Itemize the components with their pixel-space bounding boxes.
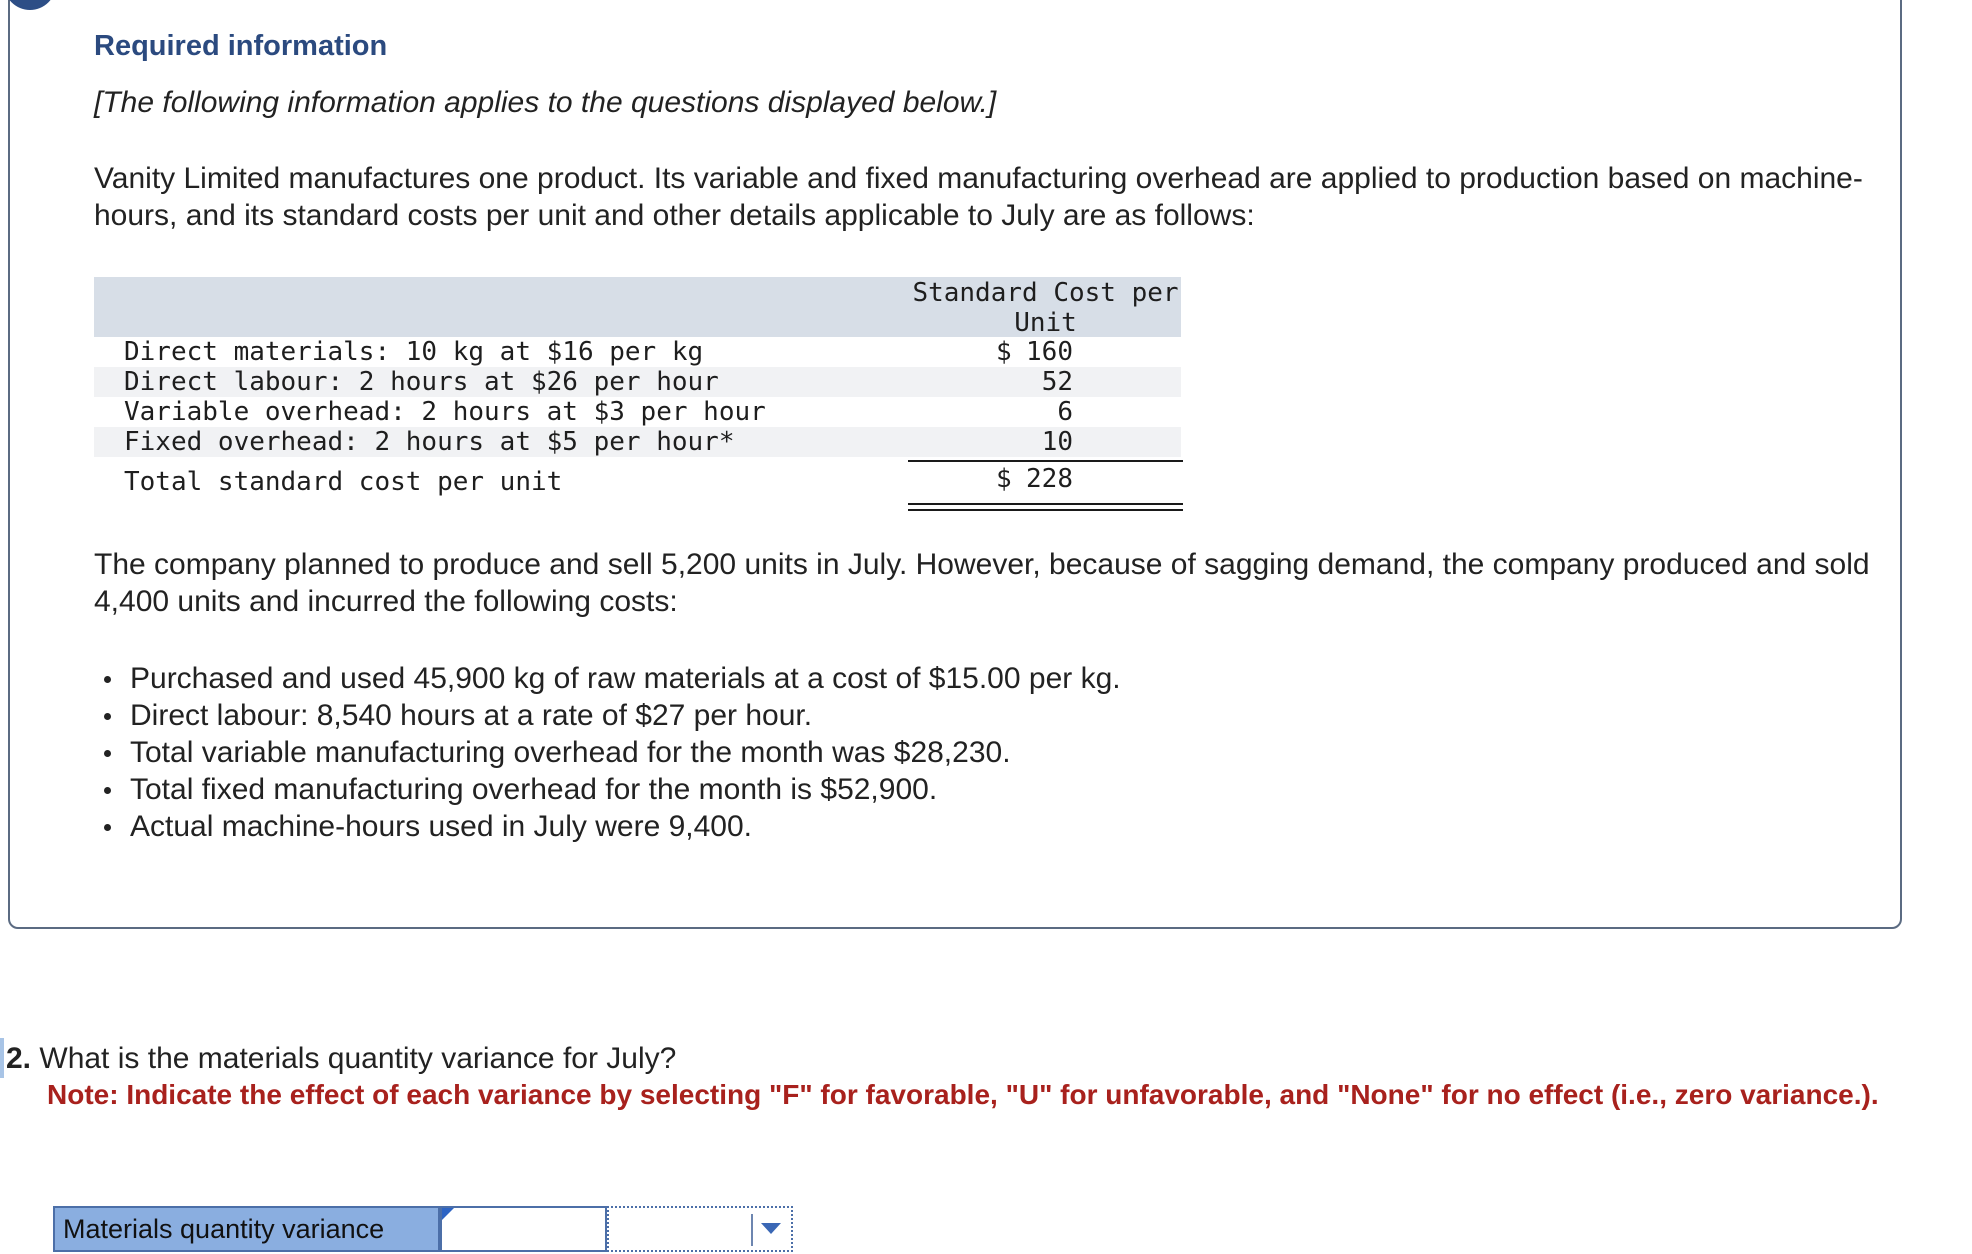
list-item: Direct labour: 8,540 hours at a rate of $27 per hour.	[94, 697, 1121, 734]
required-information-title: Required information	[94, 30, 388, 62]
total-double-rule	[908, 503, 1183, 511]
applies-note: [The following information applies to the questions displayed below.]	[94, 86, 997, 119]
amount: 6	[1057, 397, 1073, 427]
list-item: Purchased and used 45,900 kg of raw materials at a cost of $15.00 per kg.	[94, 660, 1121, 697]
column-header-line-2: Unit	[1014, 308, 1077, 338]
row-label-direct-materials: Direct materials: 10 kg at $16 per kg	[124, 337, 704, 367]
actual-costs-list	[94, 660, 1121, 845]
question-prompt: What is the materials quantity variance for July?	[39, 1042, 677, 1075]
question-number: 2.	[6, 1042, 32, 1075]
question-note: Note: Indicate the effect of each variance by selecting "F" for favorable, "U" for unfavorable, and "None" for no effect (i.e., zero variance.).	[47, 1079, 1879, 1110]
amount: 228	[1026, 464, 1073, 494]
list-item: Total fixed manufacturing overhead for the month is $52,900.	[94, 771, 1121, 808]
chevron-down-icon[interactable]	[761, 1223, 781, 1234]
row-label-variable-overhead: Variable overhead: 2 hours at $3 per hour	[124, 397, 766, 427]
planned-production-paragraph: The company planned to produce and sell 5,200 units in July. However, because of sagging demand, the company produced and sold 4,400 units and incurred the following costs:	[94, 548, 1870, 618]
materials-quantity-variance-label: Materials quantity variance	[53, 1206, 440, 1252]
row-label-direct-labour: Direct labour: 2 hours at $26 per hour	[124, 367, 719, 397]
row-label-fixed-overhead: Fixed overhead: 2 hours at $5 per hour*	[124, 427, 735, 457]
materials-quantity-variance-input[interactable]	[440, 1206, 607, 1252]
list-item: Actual machine-hours used in July were 9,400.	[94, 808, 1121, 845]
question-text	[6, 1040, 676, 1077]
list-item: Total variable manufacturing overhead for the month was $28,230.	[94, 734, 1121, 771]
intro-paragraph: Vanity Limited manufactures one product. Its variable and fixed manufacturing overhead are applied to production based on machine-hours, and its standard costs per unit and other details applicable to July are as follows:	[94, 162, 1863, 232]
variance-effect-select[interactable]	[607, 1206, 793, 1252]
amount: 52	[1041, 367, 1073, 397]
cost-table-column-header	[908, 278, 1183, 338]
column-header-line-1: Standard Cost per	[912, 278, 1179, 308]
row-label-total: Total standard cost per unit	[124, 467, 563, 497]
amount: 10	[1041, 427, 1073, 457]
subtotal-rule	[908, 460, 1183, 462]
dollar-sign: $	[996, 464, 1012, 494]
input-flag-icon	[442, 1208, 454, 1220]
select-divider	[751, 1214, 753, 1246]
amount: 160	[1026, 337, 1073, 367]
question-focus-marker	[0, 1038, 4, 1078]
dollar-sign: $	[996, 337, 1012, 367]
